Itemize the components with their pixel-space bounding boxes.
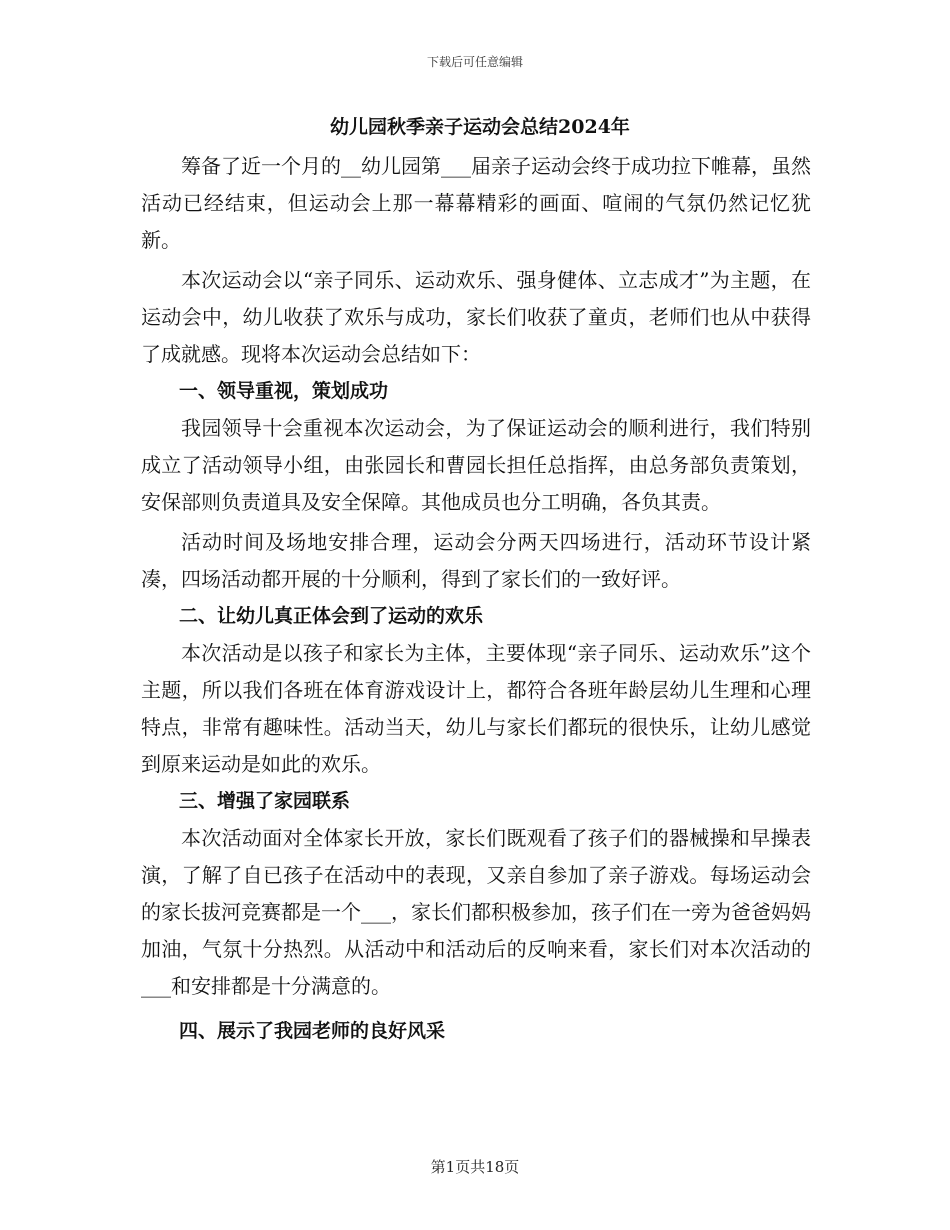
- section-heading-4: 四、展示了我园老师的良好风采: [179, 1020, 446, 1042]
- paragraph-connection: 本次活动面对全体家长开放，家长们既观看了孩子们的器械操和早操表演，了解了自已孩子在活动中的表现，又亲自参加了亲子游戏。每场运动会的家长拔河竞赛都是一个___，家长们都积极参加，孩子们在一旁为爸爸妈妈加油，气氛十分热烈。从活动中和活动后的反响来看，家长们对本次活动的___和安排都是十分满意的。: [141, 826, 811, 998]
- paragraph-leadership: 我园领导十会重视本次运动会，为了保证运动会的顺利进行，我们特别成立了活动领导小组，由张园长和曹园长担任总指挥，由总务部负责策划，安保部则负责道具及安全保障。其他成员也分工明确，各负其责。: [141, 416, 811, 514]
- header-note: 下载后可任意编辑: [426, 55, 523, 69]
- paragraph-joy: 本次活动是以孩子和家长为主体，主要体现“亲子同乐、运动欢乐”这个主题，所以我们各班在体育游戏设计上，都符合各班年龄层幼儿生理和心理特点，非常有趣味性。活动当天，幼儿与家长们都玩的很快乐，让幼儿感觉到原来运动是如此的欢乐。: [141, 641, 811, 776]
- page-footer: 第1页共18页: [430, 1158, 520, 1176]
- section-heading-2: 二、让幼儿真正体会到了运动的欢乐: [179, 605, 484, 627]
- document-body: [141, 110, 811, 1050]
- section-heading-1: 一、领导重视，策划成功: [179, 380, 389, 402]
- paragraph-schedule: 活动时间及场地安排合理，运动会分两天四场进行，活动环节设计紧凑，四场活动都开展的十分顺利，得到了家长们的一致好评。: [141, 530, 811, 591]
- document-title: 幼儿园秋季亲子运动会总结2024年: [330, 116, 630, 138]
- paragraph-theme: 本次运动会以“亲子同乐、运动欢乐、强身健体、立志成才”为主题，在运动会中，幼儿收获了欢乐与成功，家长们收获了童贞，老师们也从中获得了成就感。现将本次运动会总结如下：: [141, 268, 811, 366]
- section-heading-3: 三、增强了家园联系: [179, 790, 351, 812]
- paragraph-intro: 筹备了近一个月的__幼儿园第___届亲子运动会终于成功拉下帷幕，虽然活动已经结束，但运动会上那一幕幕精彩的画面、喧闹的气氛仍然记忆犹新。: [141, 154, 811, 252]
